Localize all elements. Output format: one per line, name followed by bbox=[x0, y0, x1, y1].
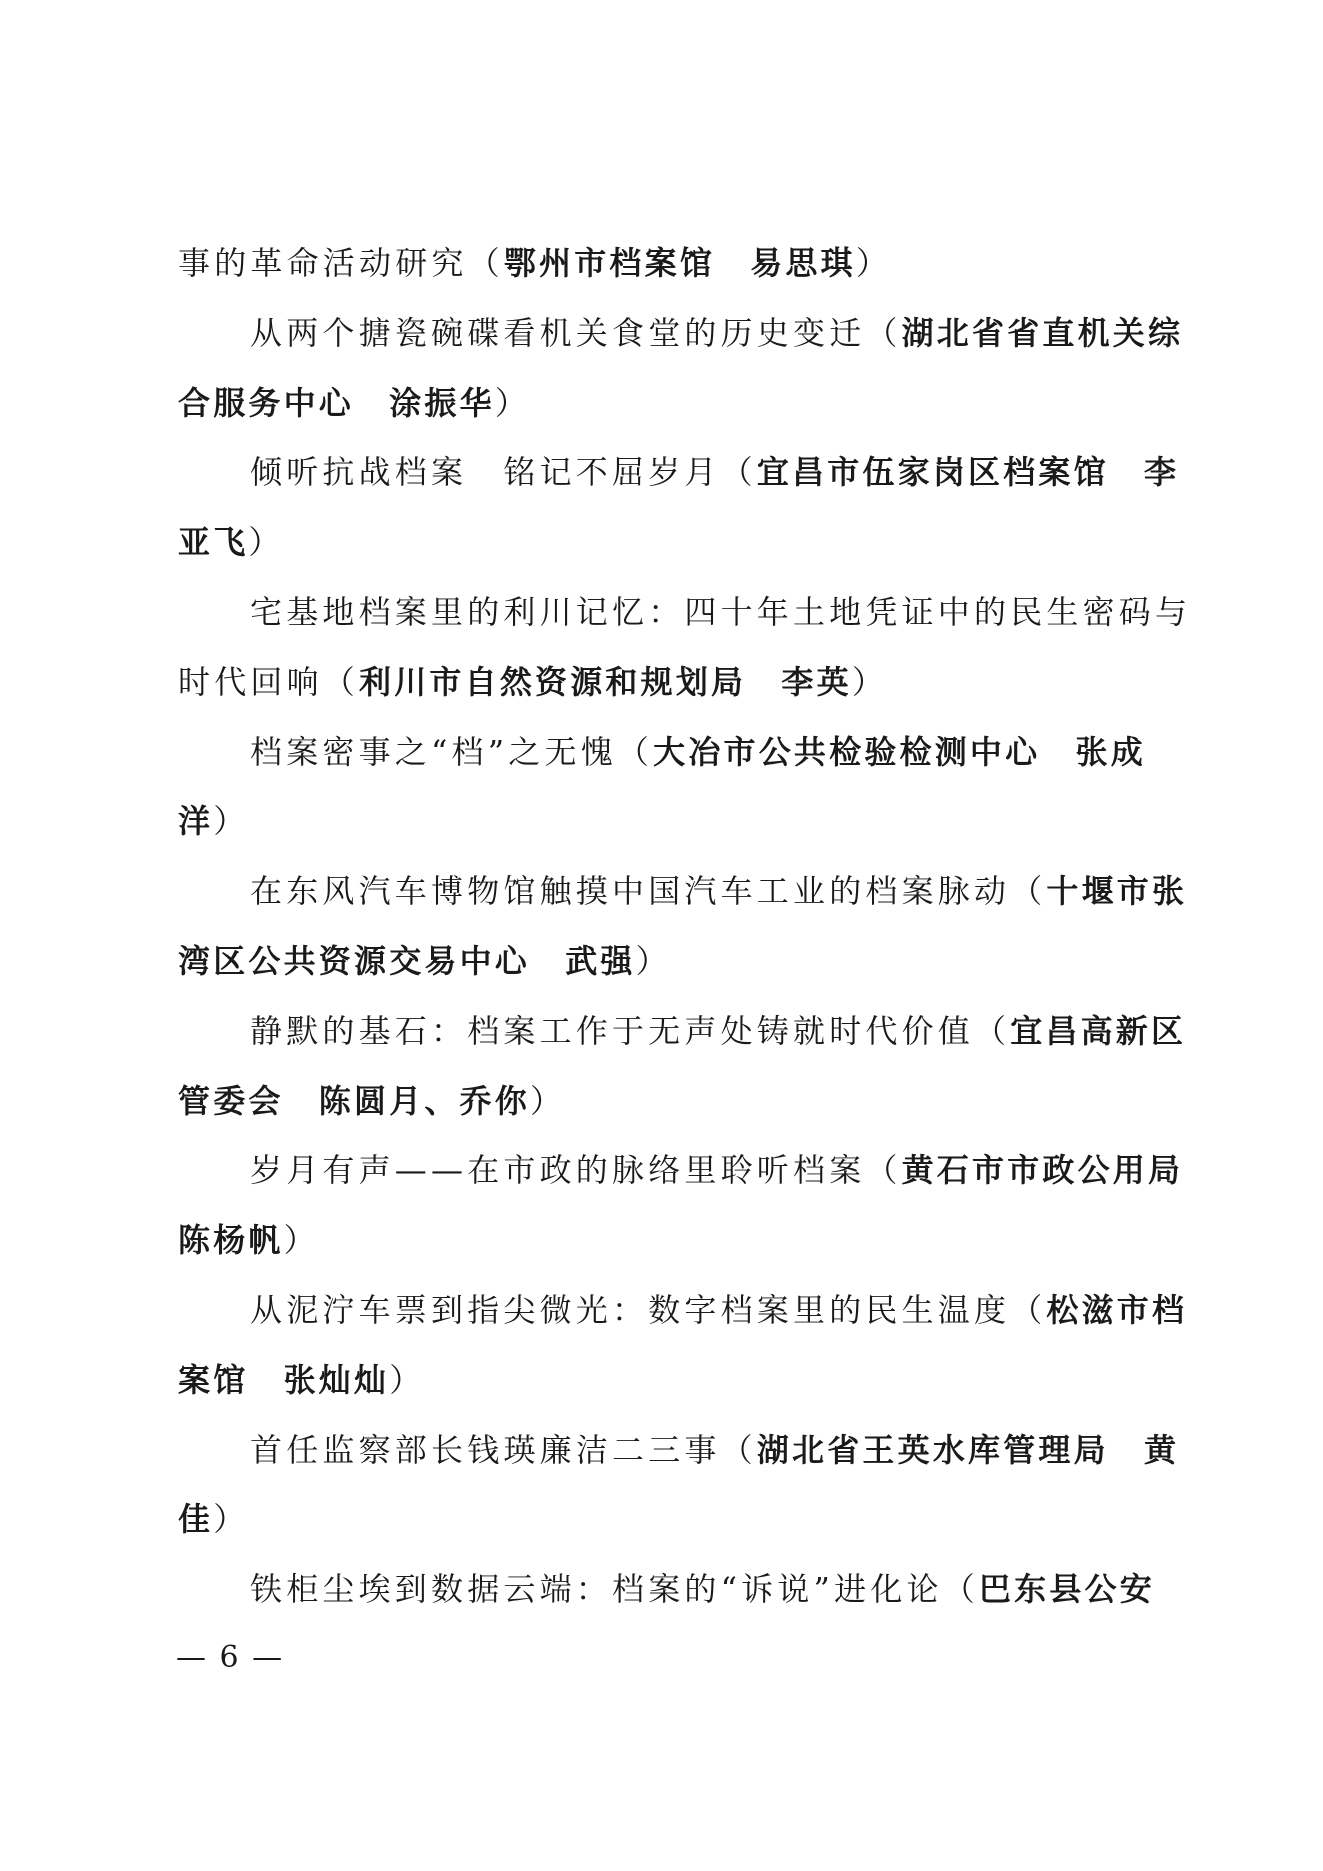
entry-list bbox=[178, 238, 1192, 1634]
entry-author: 湾区公共资源交易中心 武强 bbox=[178, 941, 636, 980]
list-item bbox=[178, 1285, 1188, 1355]
entry-author: 陈杨帆 bbox=[178, 1221, 284, 1260]
list-item bbox=[178, 866, 1188, 936]
list-item bbox=[178, 1355, 1163, 1425]
entry-author: 鄂州市档案馆 易思琪 bbox=[503, 244, 856, 282]
list-item bbox=[178, 238, 1163, 308]
entry-author: 大冶市公共检验检测中心 张成 bbox=[653, 732, 1146, 771]
entry-title: 时代回响（ bbox=[178, 662, 360, 701]
entry-title: 静默的基石：档案工作于无声处铸就时代价值（ bbox=[250, 1011, 1011, 1050]
list-item bbox=[178, 587, 1192, 657]
list-item bbox=[178, 1564, 1163, 1634]
list-item bbox=[178, 1145, 1184, 1215]
list-item bbox=[178, 308, 1184, 378]
entry-title: 在东风汽车博物馆触摸中国汽车工业的档案脉动（ bbox=[250, 872, 1047, 911]
entry-title: 首任监察部长钱瑛廉洁二三事（ bbox=[250, 1430, 757, 1469]
entry-close: ） bbox=[851, 662, 889, 701]
entry-title: 从泥泞车票到指尖微光：数字档案里的民生温度（ bbox=[250, 1290, 1047, 1329]
entry-author: 松滋市档 bbox=[1046, 1290, 1188, 1329]
list-item bbox=[178, 447, 1180, 517]
entry-author: 湖北省省直机关综 bbox=[901, 313, 1184, 352]
list-item bbox=[178, 936, 1163, 1006]
entry-author: 亚飞 bbox=[178, 523, 249, 562]
entry-title: 铁柜尘埃到数据云端：档案的“诉说”进化论（ bbox=[250, 1570, 979, 1609]
entry-title: 岁月有声——在市政的脉络里聆听档案（ bbox=[250, 1151, 902, 1190]
entry-author: 合服务中心 涂振华 bbox=[178, 383, 495, 422]
list-item bbox=[178, 796, 1163, 866]
entry-close: ） bbox=[283, 1221, 320, 1260]
list-item bbox=[178, 1215, 1163, 1285]
entry-close: ） bbox=[530, 1081, 567, 1120]
entry-author: 湖北省王英水库管理局 黄 bbox=[756, 1430, 1180, 1469]
page-number: — 6 — bbox=[176, 1640, 285, 1675]
entry-author: 巴东县公安 bbox=[978, 1570, 1155, 1609]
entry-title: 档案密事之“档”之无愧（ bbox=[250, 732, 654, 771]
entry-close: ） bbox=[389, 1360, 426, 1399]
entry-author: 黄石市市政公用局 bbox=[901, 1151, 1184, 1190]
list-item bbox=[178, 517, 1163, 587]
entry-close: ） bbox=[213, 802, 250, 841]
list-item bbox=[178, 657, 1163, 727]
entry-title: 宅基地档案里的利川记忆：四十年土地凭证中的民生密码与 bbox=[250, 592, 1192, 631]
entry-close: ） bbox=[248, 523, 285, 562]
entry-author: 利川市自然资源和规划局 李英 bbox=[359, 662, 852, 701]
entry-author: 管委会 陈圆月、乔你 bbox=[178, 1081, 531, 1120]
entry-title: 从两个搪瓷碗碟看机关食堂的历史变迁（ bbox=[250, 313, 902, 352]
entry-close: ） bbox=[213, 1500, 250, 1539]
entry-close: ） bbox=[635, 941, 672, 980]
entry-close: ） bbox=[855, 244, 893, 282]
entry-title: 倾听抗战档案 铭记不屈岁月（ bbox=[250, 453, 757, 492]
entry-author: 宜昌高新区 bbox=[1010, 1011, 1187, 1050]
list-item bbox=[178, 1494, 1163, 1564]
entry-author: 宜昌市伍家岗区档案馆 李 bbox=[756, 453, 1180, 492]
entry-author: 案馆 张灿灿 bbox=[178, 1360, 390, 1399]
entry-close: ） bbox=[494, 383, 532, 422]
entry-author: 佳 bbox=[178, 1500, 214, 1539]
entry-title: 事的革命活动研究（ bbox=[178, 244, 504, 282]
list-item bbox=[178, 1006, 1187, 1076]
entry-author: 洋 bbox=[178, 802, 214, 841]
list-item bbox=[178, 1425, 1180, 1495]
entry-author: 十堰市张 bbox=[1046, 872, 1188, 911]
list-item bbox=[178, 378, 1163, 448]
list-item bbox=[178, 727, 1163, 797]
list-item bbox=[178, 1076, 1163, 1146]
